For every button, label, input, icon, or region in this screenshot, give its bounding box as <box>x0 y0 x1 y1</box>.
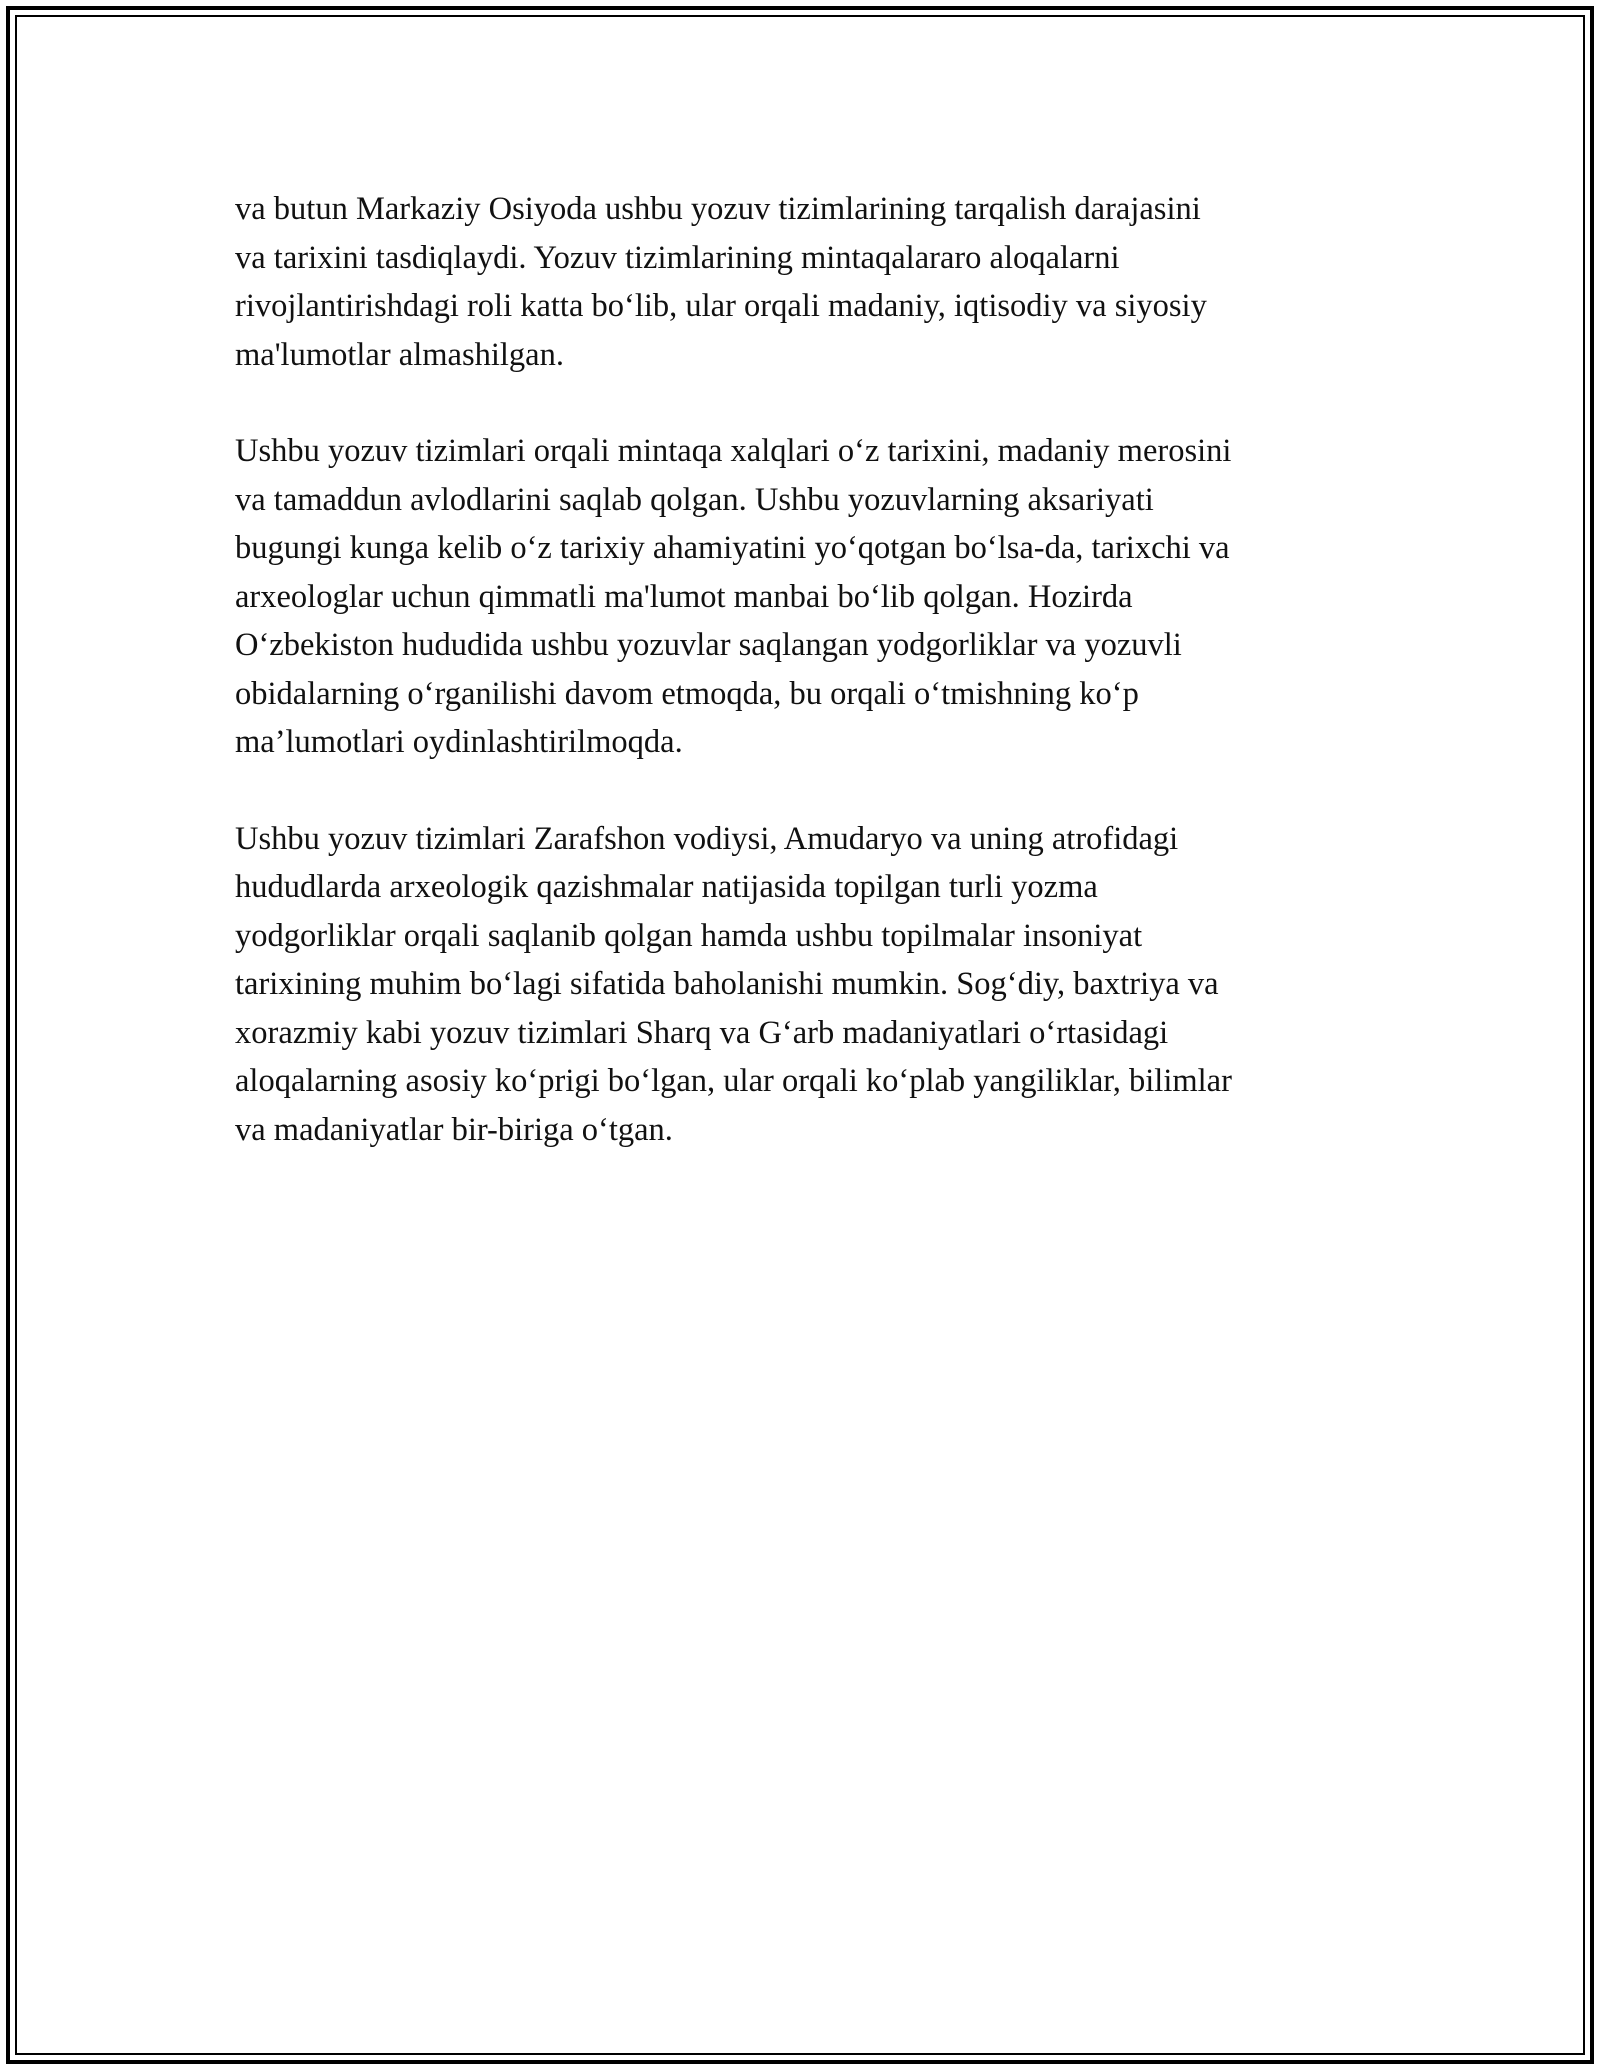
paragraph-1: va butun Markaziy Osiyoda ushbu yozuv tizimlarining tarqalish darajasini va tarixini tasdiqlaydi. Yozuv tizimlarining mintaqalararo aloqalarni rivojlantirishdagi roli katta bo‘lib, ular orqali madaniy, iqtisodiy va siyosiy ma'lumotlar almashilgan. <box>235 191 1207 373</box>
paragraph-2: Ushbu yozuv tizimlari orqali mintaqa xalqlari o‘z tarixini, madaniy merosini va tamaddun avlodlarini saqlab qolgan. Ushbu yozuvlarning aksariyati bugungi kunga kelib o‘z tarixiy ahamiyatini yo‘qotgan bo‘lsa-da, tarixchi va arxeologlar uchun qimmatli ma'lumot manbai bo‘lib qolgan. Hozirda O‘zbekiston hududida ushbu yozuvlar saqlangan yodgorliklar va yozuvli obidalarning o‘rganilishi davom etmoqda, bu orqali o‘tmishning ko‘p ma’lumotlari oydinlashtirilmoqda. <box>235 433 1232 760</box>
paragraph-3: Ushbu yozuv tizimlari Zarafshon vodiysi, Amudaryo va uning atrofidagi hududlarda arxeologik qazishmalar natijasida topilgan turli yozma yodgorliklar orqali saqlanib qolgan hamda ushbu topilmalar insoniyat tarixining muhim bo‘lagi sifatida baholanishi mumkin. Sog‘diy, baxtriya va xorazmiy kabi yozuv tizimlari Sharq va G‘arb madaniyatlari o‘rtasidagi aloqalarning asosiy ko‘prigi bo‘lgan, ular orqali ko‘plab yangiliklar, bilimlar va madaniyatlar bir-biriga o‘tgan. <box>235 820 1232 1148</box>
document-body <box>235 185 1375 1202</box>
